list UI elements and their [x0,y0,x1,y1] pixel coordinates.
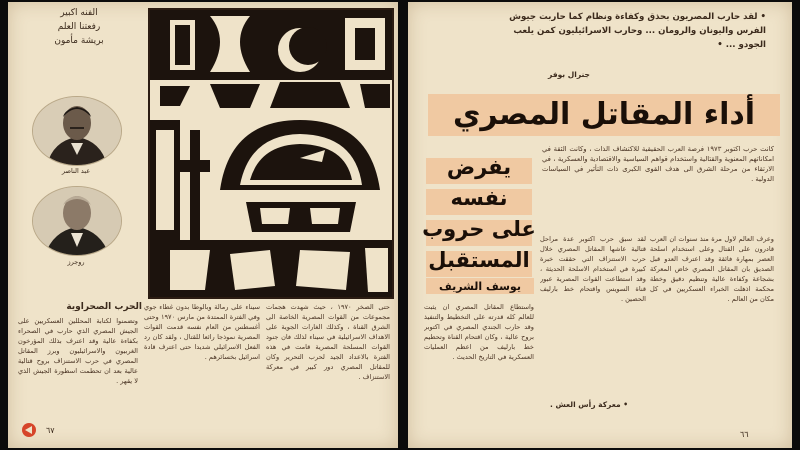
artist-credit [16,6,142,70]
left-page [8,2,398,448]
right-page [408,2,792,448]
article-title: أداء المقاتل المصري [452,97,756,132]
text-column: وعرف العالم لاول مرة منذ سنوات ان العرب قادرون على القتال وعلى استخدام اسلحة العصر بمهارة فائقة وقد اعترف العدو قبل الصديق بان المقاتل المصري خاض المعركة بشجاعة وكفاءة عالية وتنظيم دقيق وخطة محكمة اذهلت الخبراء العسكريين في كل مكان من العالم . [650,235,774,303]
woodcut-illustration [148,8,394,299]
section-heading: الحرب الصحراوية [66,302,142,312]
credit-line-2: رفعتنا العلم [57,22,101,32]
nasser-portrait [32,96,122,166]
credit-line-1: الفنه اكبير [60,8,98,18]
article-author: يوسف الشريف [439,280,521,293]
subtitle-line: يفرض [446,155,512,179]
text-column: سيناء على رمالة وبالوطا بدون غطاء جوي وفي الفترة الممتدة من مارس ١٩٧٠ وحتى أغسطس من العام نفسه قدمت القوات المصرية نموذجا رائعا للقتال ، ولقد كان رد الفعل الاسرائيلي شديدا حتى اعترف قادة اسرائيل بخسائرهم . [144,303,260,361]
page-number: ٦٦ [740,430,749,439]
portrait-caption-1: عبد الناصر [61,167,91,175]
pull-quote: • لقد حارب المصريون بحذق وكفاءة ونظام كما حاربت جيوش الفرس واليونان والرومان ... وحارب الاسرائيليون كمن يلعب الجودو ... • [509,12,766,50]
subtitle-line: المستقبل [428,248,530,272]
article-subtitle [422,152,536,276]
subtitle-line: نفسه [450,186,508,210]
rogers-portrait [32,186,122,256]
quote-author: جنرال بوفر [548,70,590,79]
section-subheading: • معركة رأس العش . [550,400,628,409]
arrow-icon [22,423,36,437]
credit-line-3: بريشة مأمون [54,36,104,46]
subtitle-line: على حروب [422,217,536,241]
text-column: وتضمنوا لكتابة المحللين العسكريين على الجيش المصري الذي حارب في الصحراء بكفاءة عالية وقد اعترف بذلك المؤرخون الغربيون والاسرائيليون وبرز المقاتل المصري في حرب الاستنزاف بروح قتالية عالية بعد ان تحطمت اسطورة الجيش الذي لا يقهر . [18,317,138,385]
text-column: واستطاع المقاتل المصري ان يثبت للعالم كله قدرته على التخطيط والتنفيذ وقد حارب الجندي المصري في اكتوبر بروح عالية ، وكان اقتحام القناة وتحطيم خط بارليف من اعظم العمليات العسكرية في التاريخ الحديث . [424,303,534,361]
text-column: حتى الصخر ١٩٧٠ ، حيث شهدت هجمات مجموعات من القوات المصرية الخاصة الى الشرق القناة ، وكذلك الغارات الجوية على الاهداف الاسرائيلية في سيناء لذلك فان جنود القوات المسلحة المصرية قامت في هذه الفترة بالاعداد الجيد لحرب التحرير وكان للمقاتل المصري دور كبير في معركة الاستنزاف . [266,303,390,381]
text-column: لقد سبق حرب اكتوبر عدة مراحل قتالية عاشها المقاتل المصري خلال حرب الاستنزاف التي حققت خبرة كبيرة في استخدام الاسلحة الحديثة ، وقد استطاعت القوات المصرية عبور قناة السويس واقتحام خط بارليف الحصين . [540,235,646,303]
intro-paragraph: كانت حرب اكتوبر ١٩٧٣ فرصة العرب الحقيقية للاكتشاف الذات ، وكانت الثقة في امكاناتهم المعنوية والقتالية واستخدام قواهم السياسية والاقتصادية والعسكرية ، في الارتقاء من مرحلة الشرق الى هدف القوى الكبرى ذات التأثير في السياسات الدولية . [542,145,774,183]
portrait-caption-2: روجرز [67,258,85,266]
page-number: ٦٧ [46,426,55,435]
